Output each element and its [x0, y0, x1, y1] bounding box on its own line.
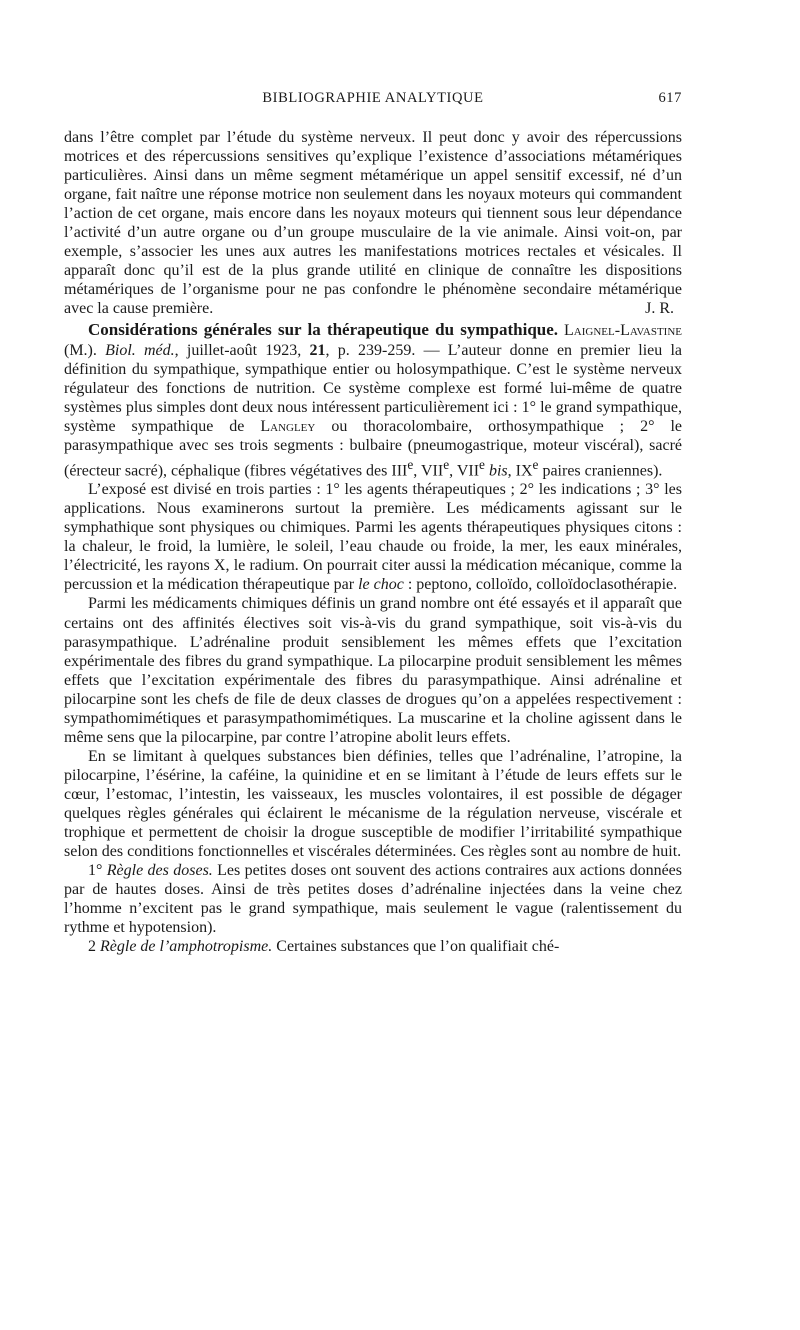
- article-title: Considérations générales sur la thérapeutique du sympathique.: [88, 320, 559, 340]
- rule-amphotropism: [64, 937, 682, 956]
- rule-title: Règle des doses.: [106, 862, 213, 880]
- le-choc-term: le choc: [358, 576, 404, 594]
- author-initial: (M.).: [64, 341, 106, 359]
- rule-number: 2: [88, 938, 100, 956]
- nerve-list-part: , IX: [507, 462, 533, 480]
- ordinal-sup: e: [479, 456, 485, 472]
- page-number: 617: [658, 90, 682, 106]
- article-heading: [64, 320, 682, 480]
- journal-volume: 21: [309, 341, 326, 359]
- nerve-list-part: , VII: [449, 462, 480, 480]
- paragraph-agents: [64, 480, 682, 594]
- paragraph-definition-cont: ou thoracolombaire, orthosympathique ; 2° le parasympathique avec ses trois segments : bulbaire (pneumogastrique, moteur viscéral), sacré (érecteur sacré), céphalique (fibres végétatives des III: [64, 417, 682, 480]
- nerve-list-part: , VII: [413, 462, 444, 480]
- ordinal-sup: e: [407, 456, 414, 472]
- reviewer-signature: J. R.: [645, 300, 674, 318]
- paragraph-agents-end: : peptono, colloïdo, colloïdoclasothérapie.: [403, 576, 678, 594]
- bis-label: bis: [488, 462, 508, 480]
- previous-article-conclusion: [64, 128, 682, 318]
- paragraph-definition: — L’auteur donne en premier lieu la définition du sympathique, sympathique entier ou holosympathique. C’est le système nerveux régulateur des fonctions de nutrition. Ce système complexe est formé lui-même de quatre systèmes plus simples dont deux nous intéressent particulièrement ici : 1° le grand sympathique, système sympathique de: [64, 341, 683, 435]
- rule-text: Certaines substances que l’on qualifiait ché-: [272, 938, 560, 956]
- rule-text: Les petites doses ont souvent des actions contraires aux actions données par de hautes doses. Ainsi de très petites doses d’adrénaline injectées dans la veine chez l’homme n’excitent pas le grand sympathique, mais seulement le vague (ralentissement du rythme et hypotension).: [64, 862, 682, 937]
- journal-name: Biol. méd.: [105, 341, 175, 359]
- nerve-list-end: paires craniennes).: [538, 462, 663, 480]
- author-reference: Langley: [260, 417, 316, 435]
- paragraph-agents-text: L’exposé est divisé en trois parties : 1° les agents thérapeutiques ; 2° les indications ; 3° les applications. Nous examinerons surtout la première. Les médicaments agissant sur le symphathique sont physiques ou chimiques. Parmi les agents thérapeutiques physiques citons : la chaleur, le froid, la lumière, le soleil, l’eau chaude ou froide, la mer, les eaux minérales, l’électricité, les rayons X, le radium. On pourrait citer aussi la médication mécanique, comme la percussion et la médication thérapeutique par: [64, 481, 682, 594]
- rule-doses: [64, 861, 682, 937]
- running-title: BIBLIOGRAPHIE ANALYTIQUE: [262, 90, 484, 106]
- page-range: , p. 239-259.: [325, 341, 416, 359]
- rule-number: 1°: [88, 862, 107, 880]
- article-author: Laignel-Lavastine: [564, 322, 682, 340]
- publication-date: , juillet-août 1923,: [174, 341, 310, 359]
- ordinal-sup: e: [532, 456, 539, 472]
- rule-title: Règle de l’amphotropisme.: [100, 938, 273, 956]
- ordinal-sup: e: [443, 456, 450, 472]
- paragraph-chemicals: Parmi les médicaments chimiques définis un grand nombre ont été essayés et il apparaît que certains ont des affinités électives soit vis-à-vis du grand sympathique, soit vis-à-vis du parasympathique. L’adrénaline produit sensiblement les mêmes effets que l’excitation expérimentale des fibres du grand sympathique. La pilocarpine produit sensiblement les mêmes effets que l’excitation expérimentale des fibres du parasympathique. Ainsi adrénaline et pilocarpine sont les chefs de file de deux classes de drogues qu’on a appelées respectivement : sympathomimétiques et parasympathomimétiques. La muscarine et la choline agissent dans le même sens que la pilocarpine, par contre l’atropine abolit leurs effets.: [64, 595, 682, 746]
- paragraph-rules-intro: En se limitant à quelques substances bien définies, telles que l’adrénaline, l’atropine, la pilocarpine, l’ésérine, la caféine, la quinidine et en se limitant à l’étude de leurs effets sur le cœur, l’estomac, l’intestin, les vaisseaux, les muscles volontaires, il est possible de dégager quelques règles générales qui éclairent le mécanisme de la régulation nerveuse, viscérale et trophique et permettent de choisir la drogue susceptible de modifier l’irritabilité sympathique selon des conditions fonctionnelles et viscérales déterminées. Ces règles sont au nombre de huit.: [64, 747, 682, 861]
- previous-article-text: dans l’être complet par l’étude du système nerveux. Il peut donc y avoir des répercussions motrices et des répercussions sensitives qu’explique l’existence d’associations métamériques particulières. Ainsi dans un même segment métamérique un appel sensitif excessif, né d’un organe, fait naître une réponse motrice non seulement dans les noyaux moteurs qui commandent l’action de cet organe, mais encore dans les noyaux moteurs qui tiennent sous leur dépendance l’activité d’un autre organe ou d’un groupe musculaire de la vie animale. Ainsi voit-on, par exemple, s’associer les unes aux autres les manifestations motrices rectales et vésicales. Il apparaît donc qu’il est de la plus grande utilité en clinique de connaître les dispositions métamériques de l’organisme pour ne pas confondre le phénomène secondaire métamérique avec la cause première.: [64, 129, 682, 318]
- running-header: [64, 90, 682, 112]
- page-body: [64, 128, 682, 956]
